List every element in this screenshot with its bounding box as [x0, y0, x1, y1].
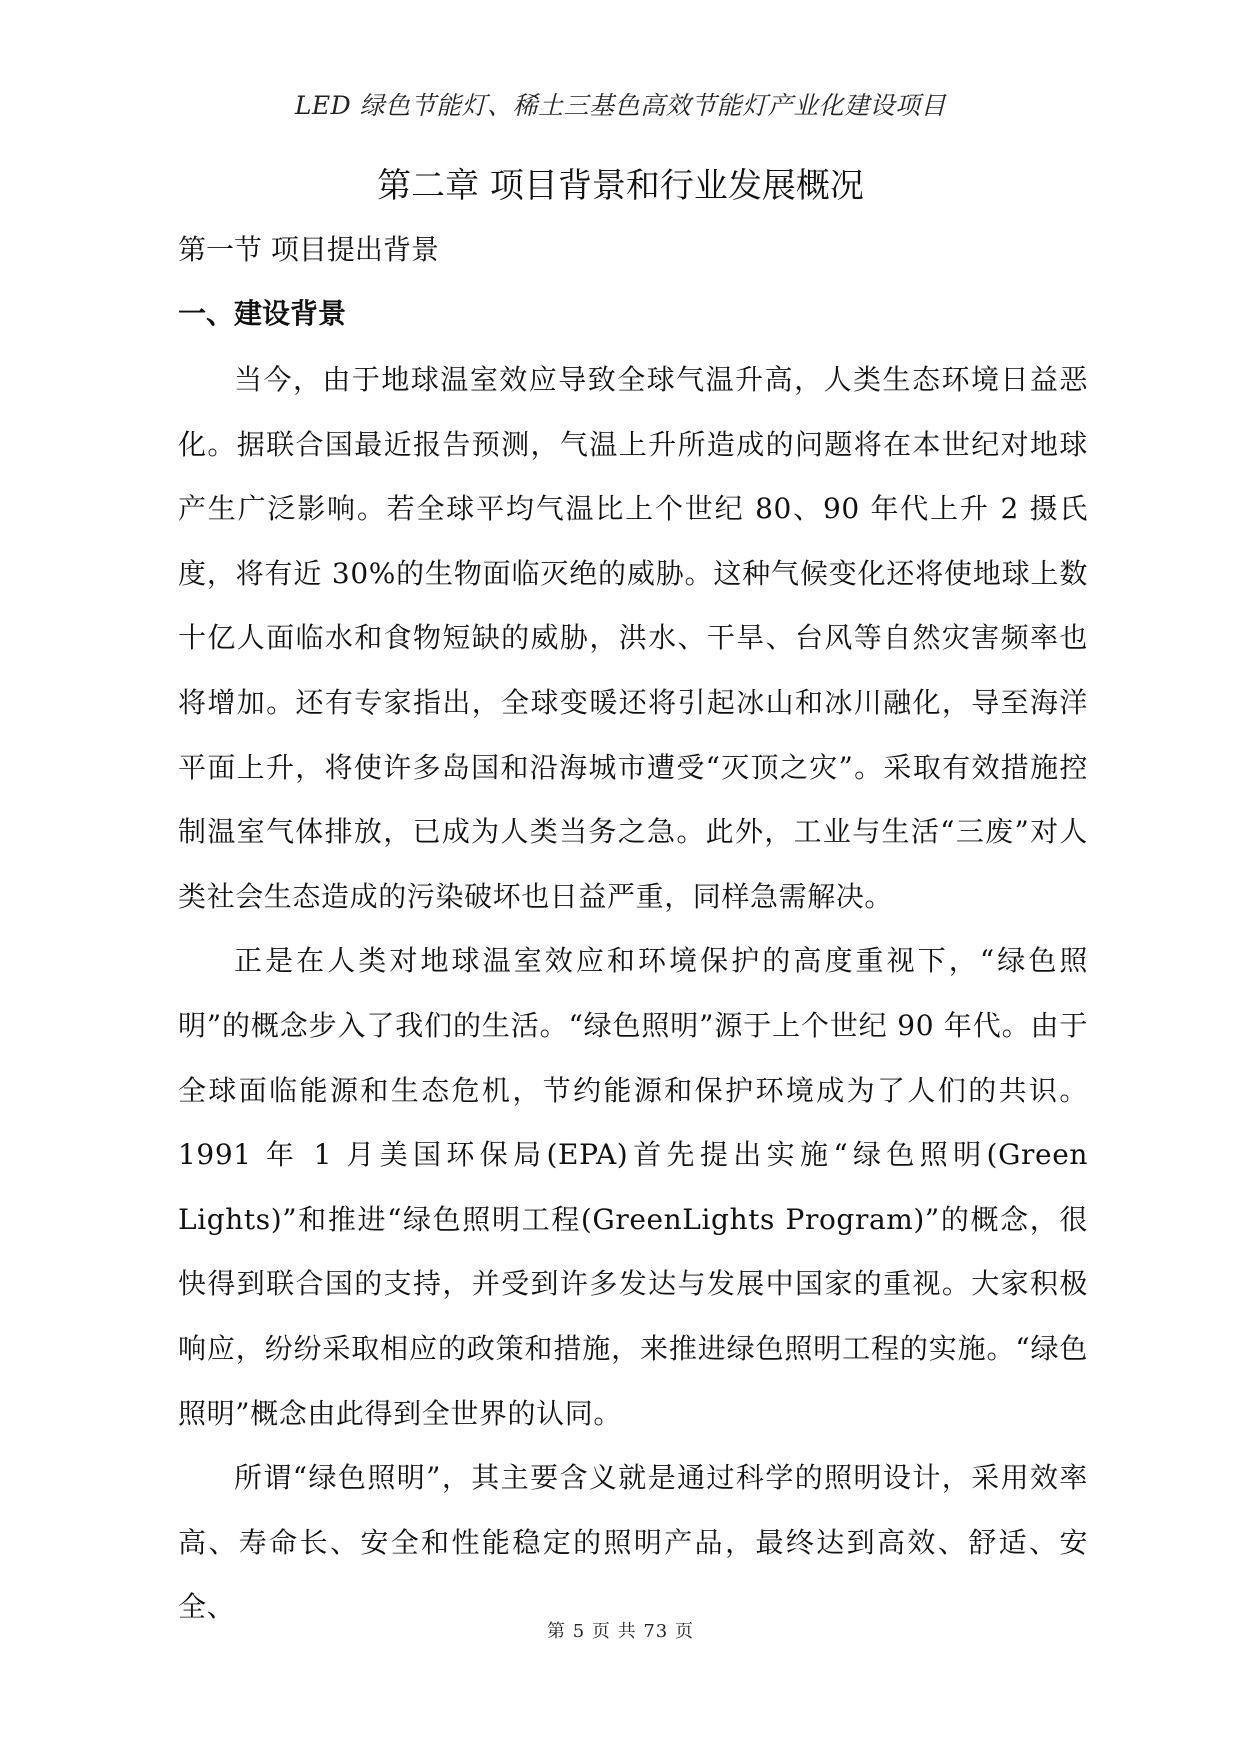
- paragraph: 当今，由于地球温室效应导致全球气温升高，人类生态环境日益恶化。据联合国最近报告预测，气温上升所造成的问题将在本世纪对地球产生广泛影响。若全球平均气温比上个世纪 80、90 年代上升 2 摄氏度，将有近 30%的生物面临灭绝的威胁。这种气候变化还将使地球上数十亿人面临水和食物短缺的威胁，洪水、干旱、台风等自然灾害频率也将增加。还有专家指出，全球变暖还将引起冰山和冰川融化，导至海洋平面上升，将使许多岛国和沿海城市遭受“灭顶之灾”。采取有效措施控制温室气体排放，已成为人类当务之急。此外，工业与生活“三废”对人类社会生态造成的污染破坏也日益严重，同样急需解决。: [178, 363, 1088, 913]
- paragraph: 所谓“绿色照明”，其主要含义就是通过科学的照明设计，采用效率高、寿命长、安全和性能稳定的照明产品，最终达到高效、舒适、安全、: [178, 1461, 1088, 1624]
- page-number-footer: 第 5 页 共 73 页: [547, 1621, 694, 1642]
- subsection-title: 一、建设背景: [178, 297, 347, 330]
- body-text: [178, 348, 1088, 1640]
- section-title: 第一节 项目提出背景: [178, 233, 439, 266]
- paragraph: 正是在人类对地球温室效应和环境保护的高度重视下，“绿色照明”的概念步入了我们的生活。“绿色照明”源于上个世纪 90 年代。由于全球面临能源和生态危机，节约能源和保护环境成为了人们的共识。1991 年 1 月美国环保局(EPA)首先提出实施“绿色照明(Green Lights)”和推进“绿色照明工程(GreenLights Program)”的概念，很快得到联合国的支持，并受到许多发达与发展中国家的重视。大家积极响应，纷纷采取相应的政策和措施，来推进绿色照明工程的实施。“绿色照明”概念由此得到全世界的认同。: [178, 944, 1088, 1430]
- running-header: LED 绿色节能灯、稀土三基色高效节能灯产业化建设项目: [294, 91, 947, 120]
- chapter-title: 第二章 项目背景和行业发展概况: [377, 166, 864, 206]
